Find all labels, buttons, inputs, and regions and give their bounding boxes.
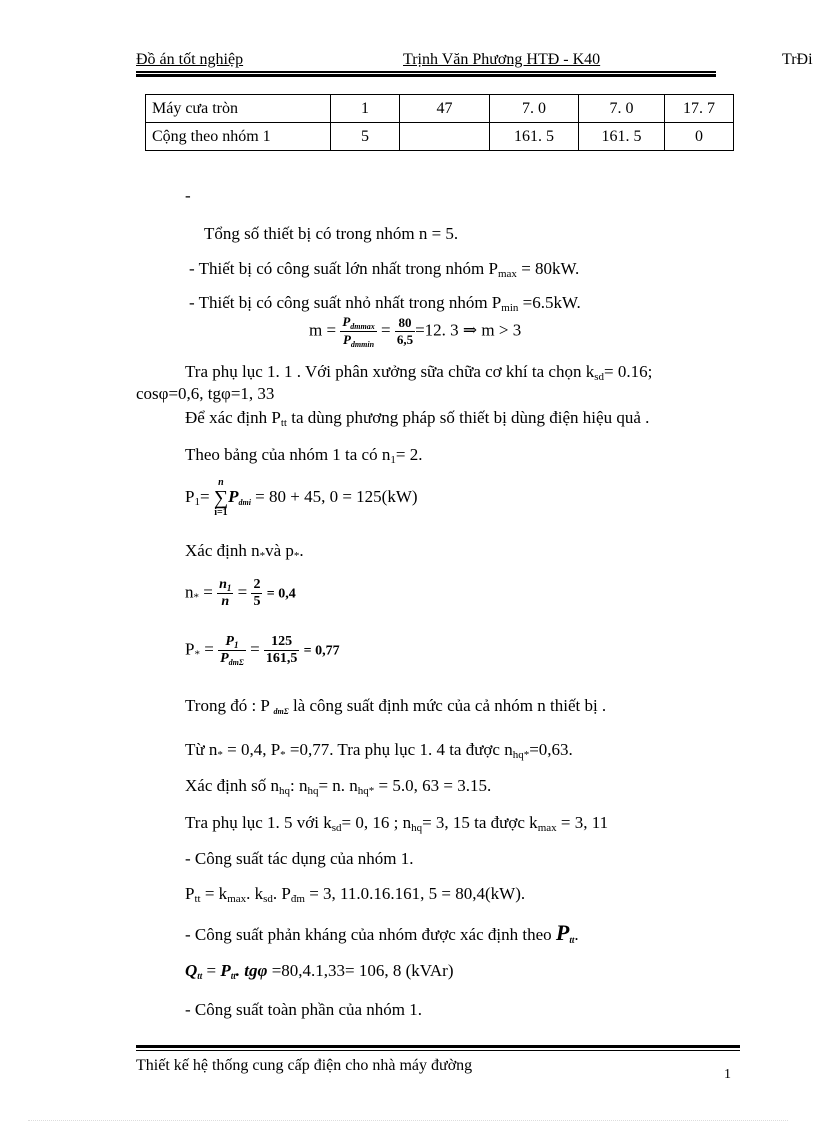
sub: hq bbox=[278, 785, 290, 797]
table-cell: 5 bbox=[331, 123, 400, 151]
text: = 3, 11.0.16.161, 5 = 80,4(kW). bbox=[304, 884, 526, 903]
text: Theo bảng của nhóm 1 ta có n bbox=[185, 445, 391, 464]
text: . bbox=[574, 925, 579, 944]
text: n bbox=[221, 594, 230, 609]
fraction bbox=[217, 577, 233, 610]
sub: 1 bbox=[390, 454, 396, 466]
tra-phu-luc-1-5 bbox=[185, 813, 608, 834]
header-left: Đồ án tốt nghiệp bbox=[136, 51, 244, 68]
sub: tt bbox=[230, 971, 236, 981]
text: : n bbox=[289, 776, 308, 795]
text: P bbox=[185, 486, 195, 506]
table-cell: 7. 0 bbox=[579, 95, 665, 123]
sub: dmΣ bbox=[228, 658, 244, 667]
text: 2 bbox=[253, 577, 261, 592]
text: - Thiết bị có công suất nhỏ nhất trong nhóm P bbox=[189, 293, 502, 312]
cs-phan-khang bbox=[185, 920, 579, 946]
text: P bbox=[220, 961, 231, 980]
text: Tra phụ lục 1. 1 . Với phân xưởng sữa chữa cơ khí ta chọn k bbox=[185, 362, 595, 381]
fraction bbox=[395, 315, 415, 348]
text: n bbox=[185, 582, 194, 602]
text: = 80 + 45, 0 = 125(kW) bbox=[250, 486, 418, 506]
text: P bbox=[342, 314, 351, 329]
text: Từ n bbox=[185, 740, 218, 759]
table-cell: 7. 0 bbox=[490, 95, 579, 123]
m-formula: m = $\frac{P_{dmmax}}{P_{dmmin}}$ = $\frac{80}{6,5}$ =12. 3 ⇒ m > 3 bbox=[309, 314, 522, 349]
sub: sd bbox=[331, 822, 342, 834]
text: Xác định số n bbox=[185, 776, 279, 795]
pstar-formula: $P_*$ = $\frac{P_1}{P_{dm\Sigma}}$ = $\frac{125}{161,5}$ = 0,77 bbox=[185, 634, 340, 667]
text: - Thiết bị có công suất lớn nhất trong nhóm P bbox=[189, 259, 498, 278]
text: 80 bbox=[395, 315, 415, 332]
text: =6.5kW. bbox=[518, 293, 581, 312]
text: P bbox=[220, 651, 229, 666]
total-devices-line: Tổng số thiết bị có trong nhóm n = 5. bbox=[204, 224, 459, 243]
sub: dmΣ bbox=[273, 707, 289, 716]
text: P bbox=[225, 634, 234, 649]
text: Tra phụ lục 1. 5 với k bbox=[185, 813, 332, 832]
text: = 0.16; bbox=[603, 362, 653, 381]
sub: đm bbox=[290, 893, 305, 905]
theo-bang bbox=[185, 445, 422, 466]
sub: dmi bbox=[238, 497, 251, 507]
text: n bbox=[219, 577, 227, 592]
text: = 0,4 bbox=[266, 586, 296, 602]
sub: dmmax bbox=[350, 322, 375, 331]
table-row bbox=[146, 95, 734, 123]
text: ta dùng phương pháp số thiết bị dùng điện hiệu quả . bbox=[286, 408, 650, 427]
table-cell: 0 bbox=[665, 123, 734, 151]
sub: hq* bbox=[357, 785, 375, 797]
text: . tgφ bbox=[235, 961, 268, 980]
cs-toan-phan: - Công suất toàn phần của nhóm 1. bbox=[185, 1000, 423, 1019]
text: 125 bbox=[264, 634, 300, 651]
text: 6,5 bbox=[396, 332, 414, 347]
sub: tt bbox=[197, 971, 203, 981]
text: Q bbox=[185, 961, 198, 980]
text: =80,4.1,33= 106, 8 (kVAr) bbox=[267, 961, 454, 980]
text: = bbox=[202, 961, 221, 980]
sub: hq* bbox=[512, 749, 530, 761]
sub: max bbox=[537, 822, 557, 834]
text: P bbox=[555, 920, 570, 945]
text: Xác định n bbox=[185, 541, 260, 560]
ptt-line bbox=[185, 884, 525, 905]
text: Trong đó : P bbox=[185, 696, 274, 715]
text: =0,77. Tra phụ lục 1. 4 ta được n bbox=[285, 740, 513, 759]
table-cell: 1 bbox=[331, 95, 400, 123]
sub: tt bbox=[569, 935, 575, 945]
text: là công suất định mức của cả nhóm n thiết bị . bbox=[288, 696, 607, 715]
text: - Công suất phản kháng của nhóm được xác định theo bbox=[185, 925, 556, 944]
text: =0,63. bbox=[529, 740, 573, 759]
qtt-line bbox=[185, 961, 454, 981]
tra-phu-luc-1-1 bbox=[185, 362, 740, 383]
text: = 5.0, 63 = 3.15. bbox=[374, 776, 492, 795]
sub: sd bbox=[263, 893, 273, 905]
page-edge bbox=[28, 1120, 788, 1121]
text: P bbox=[228, 486, 239, 506]
text: = 0, 16 ; n bbox=[341, 813, 412, 832]
sub: sd bbox=[594, 371, 604, 383]
text: = 3, 15 ta được k bbox=[422, 813, 538, 832]
table-cell: 17. 7 bbox=[665, 95, 734, 123]
table-row bbox=[146, 123, 734, 151]
text: Để xác định P bbox=[185, 408, 281, 427]
text: = 0,4, P bbox=[222, 740, 281, 759]
header-rule bbox=[136, 71, 716, 73]
sigma-symbol: n ∑ i=1 bbox=[213, 477, 229, 518]
table-cell: Cộng theo nhóm 1 bbox=[146, 123, 331, 151]
text: P bbox=[185, 639, 195, 659]
text: = k bbox=[200, 884, 228, 903]
fraction: $\frac{P_1}{P_{dm\Sigma}}$ bbox=[220, 634, 244, 667]
table-cell bbox=[400, 123, 490, 151]
p1-formula bbox=[185, 478, 418, 518]
fraction bbox=[251, 577, 262, 610]
page-number: 1 bbox=[724, 1067, 731, 1082]
text: n bbox=[218, 477, 224, 488]
fraction bbox=[340, 314, 376, 349]
text: =12. 3 ⇒ m > 3 bbox=[415, 320, 522, 340]
text: P bbox=[185, 884, 195, 903]
table-cell: Máy cưa tròn bbox=[146, 95, 331, 123]
text: . P bbox=[272, 884, 291, 903]
text: m = bbox=[309, 320, 341, 340]
dash: - bbox=[185, 186, 191, 205]
xac-dinh-n-p: Xác định $n_*và$ $p_*$. bbox=[185, 541, 304, 562]
fraction bbox=[264, 634, 300, 667]
sub: 1 bbox=[194, 495, 200, 508]
pmax-line bbox=[189, 259, 579, 280]
footer-title: Thiết kế hệ thống cung cấp điện cho nhà máy đường bbox=[136, 1057, 473, 1074]
footer-rule bbox=[136, 1050, 740, 1051]
text: = 80kW. bbox=[516, 259, 580, 278]
text: và p bbox=[265, 541, 294, 560]
text: 161,5 bbox=[265, 651, 298, 666]
sub: max bbox=[497, 268, 517, 280]
sub: dmmin bbox=[350, 340, 375, 349]
header-rule-thick bbox=[136, 74, 716, 77]
table-cell: 161. 5 bbox=[579, 123, 665, 151]
text: = 0,77 bbox=[303, 643, 340, 659]
text: = bbox=[199, 486, 210, 506]
tu-line: Từ $n_* = 0,4$, $P_* =0,77$. Tra phụ lục 1. 4 ta được $n_{hq*}=0,63$. bbox=[185, 740, 573, 761]
cs-tac-dung: - Công suất tác dụng của nhóm 1. bbox=[185, 849, 414, 868]
sub: 1 bbox=[226, 583, 232, 593]
equipment-table bbox=[145, 94, 734, 151]
text: . k bbox=[246, 884, 264, 903]
sub: tt bbox=[194, 893, 201, 905]
trong-do bbox=[185, 696, 606, 716]
footer-rule-thick bbox=[136, 1045, 740, 1048]
header-right: TrĐi bbox=[782, 51, 813, 68]
text: P bbox=[342, 332, 351, 347]
table-cell: 47 bbox=[400, 95, 490, 123]
text: = 2. bbox=[395, 445, 423, 464]
nstar-formula: $n_*$ = $\frac{n_1}{n}$ = $\frac{2}{5}$ = 0,4 bbox=[185, 577, 296, 609]
text: = 3, 11 bbox=[556, 813, 609, 832]
de-xac-dinh bbox=[185, 408, 649, 429]
header-center: Trịnh Văn Phương HTĐ - K40 bbox=[403, 51, 601, 68]
pmin-line bbox=[189, 293, 581, 314]
xac-dinh-nhq bbox=[185, 776, 491, 797]
sub: tt bbox=[280, 417, 287, 429]
text: i=1 bbox=[214, 507, 228, 518]
text: = n. n bbox=[318, 776, 358, 795]
sub: min bbox=[501, 302, 519, 314]
sub: hq bbox=[307, 785, 319, 797]
sub: hq bbox=[411, 822, 423, 834]
table-cell: 161. 5 bbox=[490, 123, 579, 151]
sub: max bbox=[227, 893, 247, 905]
text: 5 bbox=[253, 594, 261, 609]
cos-line: cosφ=0,6, tgφ=1, 33 bbox=[136, 384, 275, 403]
